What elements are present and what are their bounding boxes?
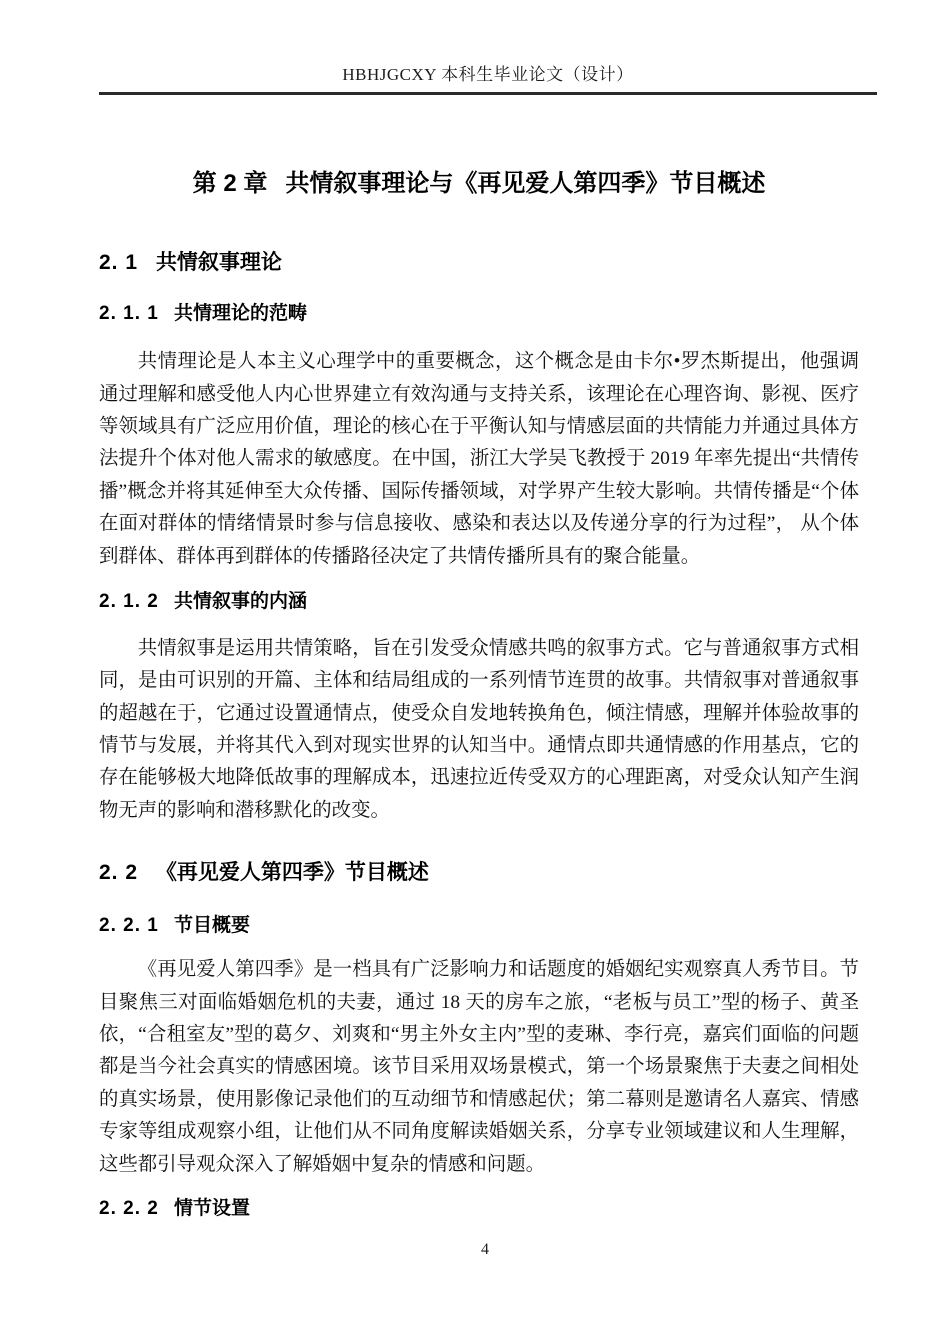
header-text: HBHJGCXY 本科生毕业论文（设计） <box>342 65 634 84</box>
page-footer <box>99 1241 871 1259</box>
subsection-title: 共情叙事的内涵 <box>174 591 308 613</box>
section-heading-2-1 <box>99 249 859 276</box>
paragraph-program-overview: 《再见爱人第四季》是一档具有广泛影响力和话题度的婚姻纪实观察真人秀节目。节目聚焦三对面临婚姻危机的夫妻，通过 18 天的房车之旅，“老板与员工”型的杨子、黄圣依，“合租室友”型的葛夕、刘爽和“男主外女主内”型的麦琳、李行亮，嘉宾们面临的问题都是当今社会真实的情感困境。该节目采用双场景模式，第一个场景聚焦于夫妻之间相处的真实场景，使用影像记录他们的互动细节和情感起伏；第二幕则是邀请名人嘉宾、情感专家等组成观察小组，让他们从不同角度解读婚姻关系，分享专业领域建议和人生理解，这些都引导观众深入了解婚姻中复杂的情感和问题。 <box>99 959 859 1175</box>
paragraph-empathy-theory: 共情理论是人本主义心理学中的重要概念，这个概念是由卡尔•罗杰斯提出，他强调通过理解和感受他人内心世界建立有效沟通与支持关系，该理论在心理咨询、影视、医疗等领域具有广泛应用价值，理论的核心在于平衡认知与情感层面的共情能力并通过具体方法提升个体对他人需求的敏感度。在中国，浙江大学吴飞教授于 2019 年率先提出“共情传播”概念并将其延伸至大众传播、国际传播领域，对学界产生较大影响。共情传播是“个体在面对群体的情绪情景时参与信息接收、感染和表达以及传递分享的行为过程”， 从个体到群体、群体再到群体的传播路径决定了共情传播所具有的聚合能量。 <box>99 351 859 567</box>
section-title: 《再见爱人第四季》节目概述 <box>155 861 429 885</box>
section-heading-2-2 <box>99 859 859 886</box>
subsection-title: 共情理论的范畴 <box>174 303 308 325</box>
subsection-heading-2-1-2 <box>99 590 859 615</box>
document-body <box>99 0 859 1222</box>
section-number: 2. 1 <box>99 251 139 275</box>
chapter-number: 第 2 章 <box>192 170 268 197</box>
subsection-title: 节目概要 <box>174 915 251 937</box>
section-title: 共情叙事理论 <box>155 251 282 275</box>
subsection-heading-2-1-1 <box>99 302 859 327</box>
page-number: 4 <box>481 1241 489 1258</box>
subsection-number: 2. 1. 2 <box>99 591 159 613</box>
subsection-heading-2-2-2 <box>99 1197 859 1222</box>
subsection-number: 2. 1. 1 <box>99 303 159 325</box>
paragraph-empathy-narrative: 共情叙事是运用共情策略，旨在引发受众情感共鸣的叙事方式。它与普通叙事方式相同，是由可识别的开篇、主体和结局组成的一系列情节连贯的故事。共情叙事对普通叙事的超越在于，它通过设置通情点，使受众自发地转换角色，倾注情感，理解并体验故事的情节与发展，并将其代入到对现实世界的认知当中。通情点即共通情感的作用基点，它的存在能够极大地降低故事的理解成本，迅速拉近传受双方的心理距离，对受众认知产生润物无声的影响和潜移默化的改变。 <box>99 637 859 821</box>
section-number: 2. 2 <box>99 861 139 885</box>
chapter-title-text: 共情叙事理论与《再见爱人第四季》节目概述 <box>285 170 766 197</box>
chapter-title <box>99 168 859 199</box>
subsection-title: 情节设置 <box>174 1197 251 1219</box>
subsection-number: 2. 2. 2 <box>99 1197 159 1219</box>
subsection-heading-2-2-1 <box>99 914 859 939</box>
subsection-number: 2. 2. 1 <box>99 915 159 937</box>
